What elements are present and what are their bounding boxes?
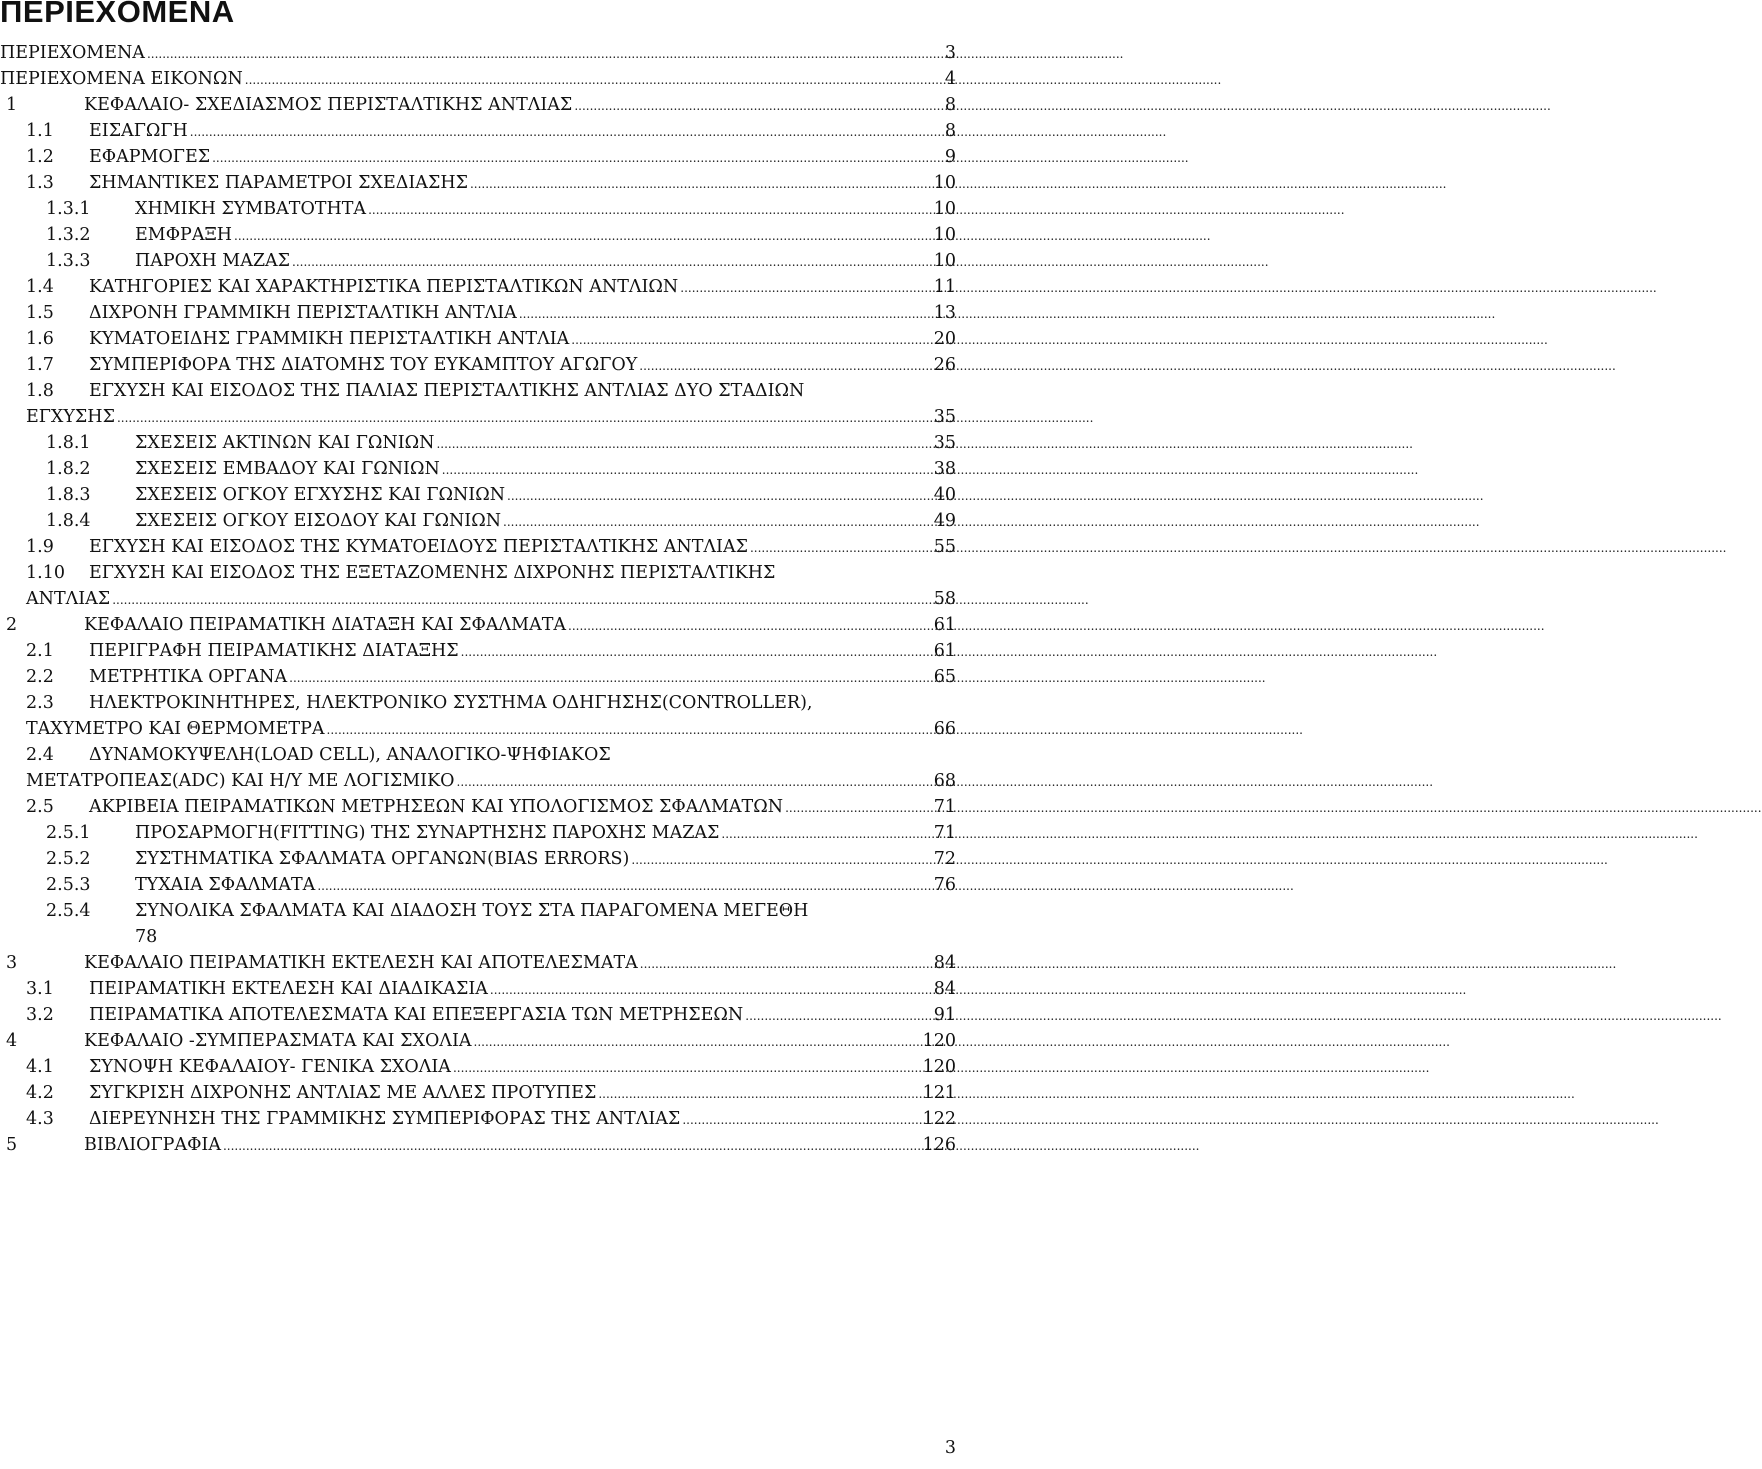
toc-entry-number: 1 xyxy=(6,95,18,115)
toc-entry-number: 1.3 xyxy=(26,173,54,193)
toc-entry[interactable] xyxy=(0,508,956,534)
toc-entry-number: 4.1 xyxy=(26,1057,54,1077)
toc-entry-page: 20 xyxy=(933,329,956,349)
toc-leader xyxy=(639,352,931,379)
toc-entry-label: ΠΡΟΣΑΡΜΟΓΗ(FITTING) ΤΗΣ ΣΥΝΑΡΤΗΣΗΣ ΠΑΡΟΧΗΣ ΜΑΖΑΣ xyxy=(135,823,720,843)
toc-entry-label: ΚΕΦΑΛΑΙΟ ΠΕΙΡΑΜΑΤΙΚΗ ΔΙΑΤΑΞΗ ΚΑΙ ΣΦΑΛΜΑΤΑ xyxy=(84,615,567,635)
toc-entry-number: 1.9 xyxy=(26,537,54,557)
toc-entry-label: ΚΕΦΑΛΑΙΟ -ΣΥΜΠΕΡΑΣΜΑΤΑ ΚΑΙ ΣΧΟΛΙΑ xyxy=(84,1031,472,1051)
toc-entry[interactable] xyxy=(0,1002,956,1028)
toc-entry-label: ΠΑΡΟΧΗ ΜΑΖΑΣ xyxy=(135,251,291,271)
toc-entry-page: 9 xyxy=(944,147,956,167)
toc-entry[interactable] xyxy=(0,196,956,222)
toc-entry[interactable] xyxy=(0,482,956,508)
toc-leader xyxy=(190,118,943,145)
toc-leader xyxy=(289,664,932,691)
toc-entry-number: 1.5 xyxy=(26,303,54,323)
toc-entry-continuation[interactable] xyxy=(0,924,956,950)
toc-entry-page: 121 xyxy=(922,1083,956,1103)
toc-leader xyxy=(442,456,932,483)
toc-entry-label: ΠΕΡΙΕΧΟΜΕΝΑ xyxy=(0,43,145,63)
toc-entry-number: 1.8.2 xyxy=(46,459,91,479)
toc-entry-number: 2.5.4 xyxy=(46,901,91,921)
toc-entry[interactable] xyxy=(0,1106,956,1132)
toc-entry-page: 61 xyxy=(933,641,956,661)
toc-leader xyxy=(721,820,931,847)
page-title: ΠΕΡΙΕΧΟΜΕΝΑ xyxy=(0,0,235,29)
toc-entry-label: ΣΧΕΣΕΙΣ ΟΓΚΟΥ ΕΙΣΟΔΟΥ ΚΑΙ ΓΩΝΙΩΝ xyxy=(135,511,502,531)
toc-entry[interactable] xyxy=(0,222,956,248)
toc-leader xyxy=(470,170,932,197)
toc-entry-number: 1.3.2 xyxy=(46,225,91,245)
toc-entry-page: 3 xyxy=(944,43,956,63)
toc-entry-number: 2.5.3 xyxy=(46,875,91,895)
toc-entry-page: 38 xyxy=(933,459,956,479)
toc-entry[interactable] xyxy=(0,118,956,144)
toc-entry-page: 10 xyxy=(933,251,956,271)
toc-entry-label: ΕΓΧΥΣΗ ΚΑΙ ΕΙΣΟΔΟΣ ΤΗΣ ΠΑΛΙΑΣ ΠΕΡΙΣΤΑΛΤΙΚΗΣ ΑΝΤΛΙΑΣ ΔΥΟ ΣΤΑΔΙΩΝ xyxy=(89,381,805,401)
toc-entry-number: 1.6 xyxy=(26,329,54,349)
toc-entry[interactable] xyxy=(0,66,956,92)
toc-entry-label: ΕΦΑΡΜΟΓΕΣ xyxy=(89,147,211,167)
toc-entry[interactable] xyxy=(0,144,956,170)
toc-entry-page: 91 xyxy=(933,1005,956,1025)
toc-leader xyxy=(457,768,932,795)
toc-entry-page: 76 xyxy=(933,875,956,895)
toc-entry-label: ΑΚΡΙΒΕΙΑ ΠΕΙΡΑΜΑΤΙΚΩΝ ΜΕΤΡΗΣΕΩΝ ΚΑΙ ΥΠΟΛΟΓΙΣΜΟΣ ΣΦΑΛΜΑΤΩΝ xyxy=(89,797,784,817)
toc-entry-number: 1.4 xyxy=(26,277,54,297)
toc-leader xyxy=(223,1132,921,1159)
toc-entry-page: 120 xyxy=(922,1057,956,1077)
toc-entry-page: 78 xyxy=(135,927,158,947)
toc-entry-page: 10 xyxy=(933,199,956,219)
toc-entry-label: ΣΥΝΟΨΗ ΚΕΦΑΛΑΙΟΥ- ΓΕΝΙΚΑ ΣΧΟΛΙΑ xyxy=(89,1057,451,1077)
toc-entry[interactable] xyxy=(0,638,956,664)
toc-leader xyxy=(112,586,932,613)
toc-entry-number: 2.5.2 xyxy=(46,849,91,869)
toc-leader xyxy=(474,1028,921,1055)
toc-leader xyxy=(147,40,943,67)
toc-entry[interactable] xyxy=(0,612,956,638)
toc-entry-label: ΕΜΦΡΑΞΗ xyxy=(135,225,233,245)
toc-entry-page: 66 xyxy=(933,719,956,739)
toc-entry[interactable] xyxy=(0,690,956,716)
toc-entry-page: 72 xyxy=(933,849,956,869)
toc-entry-number: 3.2 xyxy=(26,1005,54,1025)
toc-leader xyxy=(453,1054,921,1081)
toc-entry-label: ΔΙΧΡΟΝΗ ΓΡΑΜΜΙΚΗ ΠΕΡΙΣΤΑΛΤΙΚΗ ΑΝΤΛΙΑ xyxy=(89,303,517,323)
toc-entry-number: 1.3.3 xyxy=(46,251,91,271)
toc-entry-page: 126 xyxy=(922,1135,956,1155)
toc-entry-label: ΣΧΕΣΕΙΣ ΕΜΒΑΔΟΥ ΚΑΙ ΓΩΝΙΩΝ xyxy=(135,459,440,479)
toc-entry-page: 122 xyxy=(922,1109,956,1129)
toc-entry-page: 84 xyxy=(933,979,956,999)
toc-leader xyxy=(598,1080,920,1107)
toc-entry[interactable] xyxy=(0,560,956,586)
toc-leader xyxy=(640,950,932,977)
toc-entry-label: ΚΕΦΑΛΑΙΟ ΠΕΙΡΑΜΑΤΙΚΗ ΕΚΤΕΛΕΣΗ ΚΑΙ ΑΠΟΤΕΛΕΣΜΑΤΑ xyxy=(84,953,638,973)
toc-entry[interactable] xyxy=(0,664,956,690)
toc-entry[interactable] xyxy=(0,170,956,196)
toc-entry[interactable] xyxy=(0,794,956,820)
toc-entry-label: ΗΛΕΚΤΡΟΚΙΝΗΤΗΡΕΣ, ΗΛΕΚΤΡΟΝΙΚΟ ΣΥΣΤΗΜΑ ΟΔΗΓΗΣΗΣ(CONTROLLER), xyxy=(89,693,813,713)
toc-entry-label: ΚΕΦΑΛΑΙΟ- ΣΧΕΔΙΑΣΜΟΣ ΠΕΡΙΣΤΑΛΤΙΚΗΣ ΑΝΤΛΙΑΣ xyxy=(84,95,573,115)
toc-entry-label-cont: ΜΕΤΑΤΡΟΠΕΑΣ(ADC) ΚΑΙ Η/Υ ΜΕ ΛΟΓΙΣΜΙΚΟ xyxy=(26,771,455,791)
toc-entry-page: 65 xyxy=(933,667,956,687)
toc-entry[interactable] xyxy=(0,1132,956,1158)
toc-entry-label: ΠΕΙΡΑΜΑΤΙΚΗ ΕΚΤΕΛΕΣΗ ΚΑΙ ΔΙΑΔΙΚΑΣΙΑ xyxy=(89,979,488,999)
toc-entry[interactable] xyxy=(0,248,956,274)
toc-entry-page: 40 xyxy=(933,485,956,505)
toc-leader xyxy=(368,196,932,223)
toc-leader xyxy=(680,274,931,301)
toc-leader xyxy=(503,508,932,535)
toc-entry-label-cont: ΤΑΧΥΜΕΤΡΟ ΚΑΙ ΘΕΡΜΟΜΕΤΡΑ xyxy=(26,719,325,739)
toc-entry[interactable] xyxy=(0,326,956,352)
toc-entry-number: 2.2 xyxy=(26,667,54,687)
toc-entry-page: 26 xyxy=(933,355,956,375)
toc-entry-page: 68 xyxy=(933,771,956,791)
toc-entry-number: 1.8.4 xyxy=(46,511,91,531)
toc-entry[interactable] xyxy=(0,300,956,326)
toc-leader xyxy=(490,976,932,1003)
toc-entry[interactable] xyxy=(0,430,956,456)
toc-entry-continuation[interactable] xyxy=(0,716,956,742)
toc-leader xyxy=(327,716,932,743)
toc-leader xyxy=(317,872,931,899)
toc-leader xyxy=(682,1106,920,1133)
toc-entry-label: ΤΥΧΑΙΑ ΣΦΑΛΜΑΤΑ xyxy=(135,875,316,895)
toc-entry-label: ΠΕΡΙΕΧΟΜΕΝΑ ΕΙΚΟΝΩΝ xyxy=(0,69,243,89)
toc-leader xyxy=(234,222,932,249)
toc-entry-label: ΕΓΧΥΣΗ ΚΑΙ ΕΙΣΟΔΟΣ ΤΗΣ ΕΞΕΤΑΖΟΜΕΝΗΣ ΔΙΧΡΟΝΗΣ ΠΕΡΙΣΤΑΛΤΙΚΗΣ xyxy=(89,563,776,583)
page-number: 3 xyxy=(944,1438,956,1458)
toc-entry[interactable] xyxy=(0,378,956,404)
toc-leader xyxy=(519,300,932,327)
toc-entry[interactable] xyxy=(0,1054,956,1080)
table-of-contents xyxy=(0,40,956,1158)
toc-entry-continuation[interactable] xyxy=(0,586,956,612)
toc-entry-number: 2.5 xyxy=(26,797,54,817)
toc-entry-number: 1.1 xyxy=(26,121,54,141)
toc-entry-label: ΕΙΣΑΓΩΓΗ xyxy=(89,121,188,141)
toc-entry-label: ΣΥΣΤΗΜΑΤΙΚΑ ΣΦΑΛΜΑΤΑ ΟΡΓΑΝΩΝ(BIAS ERRORS) xyxy=(135,849,630,869)
toc-entry-number: 1.2 xyxy=(26,147,54,167)
toc-entry-label: ΣΧΕΣΕΙΣ ΑΚΤΙΝΩΝ ΚΑΙ ΓΩΝΙΩΝ xyxy=(135,433,435,453)
toc-entry-number: 4.3 xyxy=(26,1109,54,1129)
toc-entry-page: 10 xyxy=(933,173,956,193)
toc-leader xyxy=(745,1002,931,1029)
toc-entry-number: 2.1 xyxy=(26,641,54,661)
toc-leader xyxy=(292,248,932,275)
toc-entry-label: ΣΥΝΟΛΙΚΑ ΣΦΑΛΜΑΤΑ ΚΑΙ ΔΙΑΔΟΣΗ ΤΟΥΣ ΣΤΑ ΠΑΡΑΓΟΜΕΝΑ ΜΕΓΕΘΗ xyxy=(135,901,809,921)
toc-entry-page: 61 xyxy=(933,615,956,635)
toc-entry[interactable] xyxy=(0,742,956,768)
toc-entry-number: 1.8 xyxy=(26,381,54,401)
toc-entry-label: ΚΑΤΗΓΟΡΙΕΣ ΚΑΙ ΧΑΡΑΚΤΗΡΙΣΤΙΚΑ ΠΕΡΙΣΤΑΛΤΙΚΩΝ ΑΝΤΛΙΩΝ xyxy=(89,277,679,297)
toc-entry[interactable] xyxy=(0,1080,956,1106)
toc-entry-label: ΣΥΓΚΡΙΣΗ ΔΙΧΡΟΝΗΣ ΑΝΤΛΙΑΣ ΜΕ ΑΛΛΕΣ ΠΡΟΤΥΠΕΣ xyxy=(89,1083,597,1103)
toc-entry-number: 4.2 xyxy=(26,1083,54,1103)
toc-leader xyxy=(461,638,932,665)
toc-entry-continuation[interactable] xyxy=(0,404,956,430)
toc-entry-page: 11 xyxy=(933,277,956,297)
toc-leader xyxy=(568,612,932,639)
toc-entry-number: 3.1 xyxy=(26,979,54,999)
toc-entry[interactable] xyxy=(0,534,956,560)
toc-leader xyxy=(436,430,931,457)
toc-entry-label: ΔΥΝΑΜΟΚΥΨΕΛΗ(LOAD CELL), ΑΝΑΛΟΓΙΚΟ-ΨΗΦΙΑΚΟΣ xyxy=(89,745,611,765)
toc-entry-label-cont: ΑΝΤΛΙΑΣ xyxy=(26,589,111,609)
toc-entry-page: 4 xyxy=(944,69,956,89)
toc-entry-page: 120 xyxy=(922,1031,956,1051)
toc-entry[interactable] xyxy=(0,976,956,1002)
toc-entry-label: ΠΕΡΙΓΡΑΦΗ ΠΕΙΡΑΜΑΤΙΚΗΣ ΔΙΑΤΑΞΗΣ xyxy=(89,641,459,661)
toc-entry-label: ΧΗΜΙΚΗ ΣΥΜΒΑΤΟΤΗΤΑ xyxy=(135,199,367,219)
toc-entry-label: ΣΗΜΑΝΤΙΚΕΣ ΠΑΡΑΜΕΤΡΟΙ ΣΧΕΔΙΑΣΗΣ xyxy=(89,173,468,193)
toc-leader xyxy=(117,404,932,431)
toc-entry-label: ΕΓΧΥΣΗ ΚΑΙ ΕΙΣΟΔΟΣ ΤΗΣ ΚΥΜΑΤΟΕΙΔΟΥΣ ΠΕΡΙΣΤΑΛΤΙΚΗΣ ΑΝΤΛΙΑΣ xyxy=(89,537,748,557)
toc-entry-number: 5 xyxy=(6,1135,18,1155)
toc-entry-page: 84 xyxy=(933,953,956,973)
toc-entry-number: 1.7 xyxy=(26,355,54,375)
toc-entry-number: 3 xyxy=(6,953,18,973)
toc-entry-label: ΠΕΙΡΑΜΑΤΙΚΑ ΑΠΟΤΕΛΕΣΜΑΤΑ ΚΑΙ ΕΠΕΞΕΡΓΑΣΙΑ ΤΩΝ ΜΕΤΡΗΣΕΩΝ xyxy=(89,1005,744,1025)
toc-leader xyxy=(631,846,931,873)
toc-entry-number: 4 xyxy=(6,1031,18,1051)
toc-entry-page: 8 xyxy=(944,121,956,141)
toc-entry[interactable] xyxy=(0,92,956,118)
toc-entry[interactable] xyxy=(0,898,956,924)
toc-leader xyxy=(571,326,931,353)
toc-leader xyxy=(750,534,932,561)
toc-entry-number: 2.5.1 xyxy=(46,823,91,843)
toc-entry-page: 13 xyxy=(933,303,956,323)
toc-entry-page: 10 xyxy=(933,225,956,245)
toc-entry-page: 71 xyxy=(933,823,956,843)
toc-entry-label: ΣΥΜΠΕΡΙΦΟΡΑ ΤΗΣ ΔΙΑΤΟΜΗΣ ΤΟΥ ΕΥΚΑΜΠΤΟΥ ΑΓΩΓΟΥ xyxy=(89,355,638,375)
toc-leader xyxy=(507,482,932,509)
toc-entry[interactable] xyxy=(0,872,956,898)
toc-entry-page: 58 xyxy=(933,589,956,609)
toc-entry[interactable] xyxy=(0,352,956,378)
toc-entry[interactable] xyxy=(0,40,956,66)
toc-leader xyxy=(245,66,943,93)
toc-entry-page: 35 xyxy=(933,407,956,427)
toc-entry-page: 8 xyxy=(944,95,956,115)
toc-entry-page: 49 xyxy=(933,511,956,531)
toc-entry-number: 1.8.1 xyxy=(46,433,91,453)
toc-entry-continuation[interactable] xyxy=(0,768,956,794)
toc-entry-label: ΚΥΜΑΤΟΕΙΔΗΣ ΓΡΑΜΜΙΚΗ ΠΕΡΙΣΤΑΛΤΙΚΗ ΑΝΤΛΙΑ xyxy=(89,329,570,349)
toc-leader xyxy=(212,144,943,171)
toc-entry-number: 1.8.3 xyxy=(46,485,91,505)
toc-entry[interactable] xyxy=(0,274,956,300)
toc-entry[interactable] xyxy=(0,1028,956,1054)
toc-leader xyxy=(785,794,932,821)
toc-entry[interactable] xyxy=(0,456,956,482)
toc-entry-number: 2.3 xyxy=(26,693,54,713)
toc-leader xyxy=(574,92,943,119)
toc-entry[interactable] xyxy=(0,820,956,846)
toc-entry-page: 55 xyxy=(933,537,956,557)
toc-entry-number: 2.4 xyxy=(26,745,54,765)
toc-entry-number: 1.10 xyxy=(26,563,65,583)
toc-entry-label: ΜΕΤΡΗΤΙΚΑ ΟΡΓΑΝΑ xyxy=(89,667,288,687)
toc-entry-label: ΒΙΒΛΙΟΓΡΑΦΙΑ xyxy=(84,1135,221,1155)
toc-entry-page: 35 xyxy=(933,433,956,453)
toc-entry[interactable] xyxy=(0,950,956,976)
toc-entry-number: 1.3.1 xyxy=(46,199,91,219)
toc-entry-number: 2 xyxy=(6,615,18,635)
toc-entry-label-cont: ΕΓΧΥΣΗΣ xyxy=(26,407,115,427)
toc-entry-page: 71 xyxy=(933,797,956,817)
toc-entry[interactable] xyxy=(0,846,956,872)
toc-entry-label: ΔΙΕΡΕΥΝΗΣΗ ΤΗΣ ΓΡΑΜΜΙΚΗΣ ΣΥΜΠΕΡΙΦΟΡΑΣ ΤΗΣ ΑΝΤΛΙΑΣ xyxy=(89,1109,681,1129)
toc-entry-label: ΣΧΕΣΕΙΣ ΟΓΚΟΥ ΕΓΧΥΣΗΣ ΚΑΙ ΓΩΝΙΩΝ xyxy=(135,485,506,505)
